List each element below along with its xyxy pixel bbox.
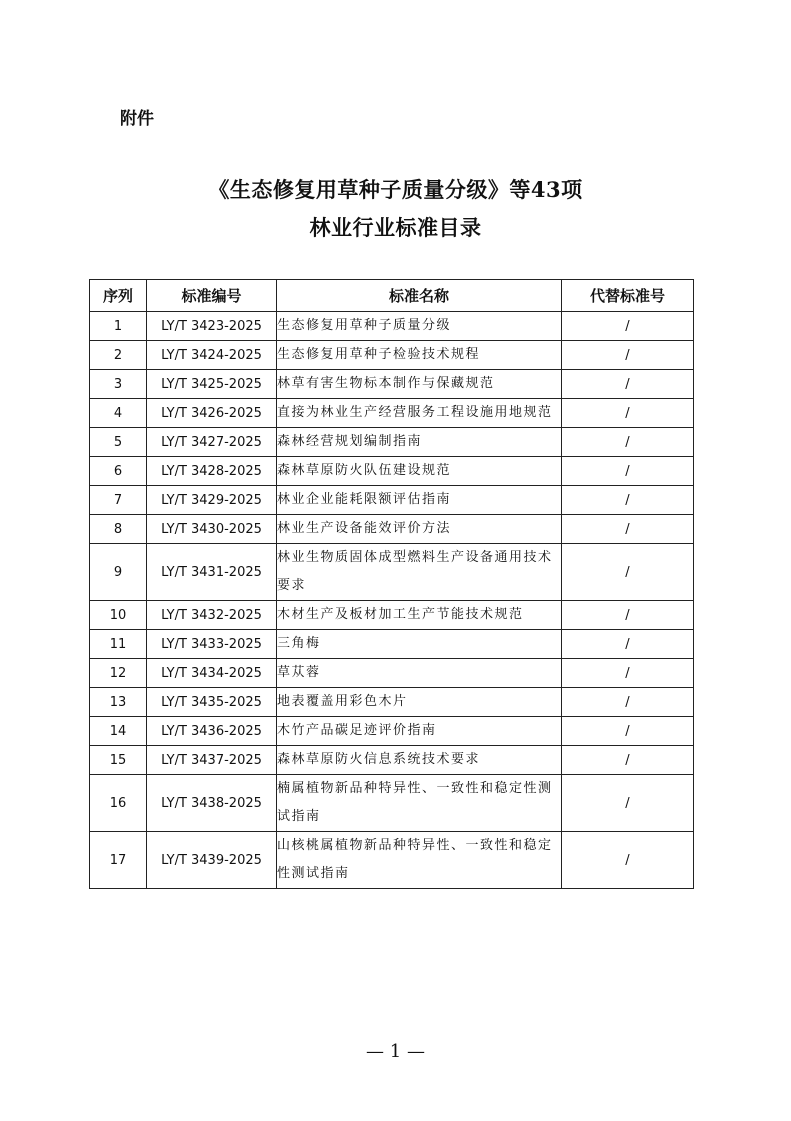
row-code: LY/T 3428-2025 [147, 457, 277, 486]
row-replaces: / [562, 659, 694, 688]
row-name: 草苁蓉 [277, 659, 562, 688]
table-row [90, 775, 694, 832]
table-row [90, 746, 694, 775]
table-row [90, 341, 694, 370]
row-replaces: / [562, 312, 694, 341]
row-serial: 9 [90, 544, 147, 601]
row-serial: 8 [90, 515, 147, 544]
row-code: LY/T 3423-2025 [147, 312, 277, 341]
row-code: LY/T 3439-2025 [147, 832, 277, 889]
row-serial: 16 [90, 775, 147, 832]
table-row [90, 486, 694, 515]
row-serial: 13 [90, 688, 147, 717]
attachment-label: 附件 [120, 109, 154, 129]
table-row [90, 717, 694, 746]
header-replaces: 代替标准号 [562, 280, 694, 312]
row-code: LY/T 3430-2025 [147, 515, 277, 544]
row-replaces: / [562, 630, 694, 659]
row-code: LY/T 3438-2025 [147, 775, 277, 832]
row-replaces: / [562, 832, 694, 889]
row-serial: 10 [90, 601, 147, 630]
row-name: 直接为林业生产经营服务工程设施用地规范 [277, 399, 562, 428]
row-name: 林业企业能耗限额评估指南 [277, 486, 562, 515]
standards-table [89, 279, 694, 889]
row-replaces: / [562, 544, 694, 601]
row-name: 生态修复用草种子质量分级 [277, 312, 562, 341]
row-code: LY/T 3435-2025 [147, 688, 277, 717]
row-replaces: / [562, 717, 694, 746]
row-name: 森林草原防火队伍建设规范 [277, 457, 562, 486]
row-replaces: / [562, 341, 694, 370]
row-serial: 3 [90, 370, 147, 399]
row-replaces: / [562, 688, 694, 717]
row-code: LY/T 3431-2025 [147, 544, 277, 601]
row-name: 地表覆盖用彩色木片 [277, 688, 562, 717]
row-code: LY/T 3434-2025 [147, 659, 277, 688]
table-row [90, 312, 694, 341]
header-standard-name: 标准名称 [277, 280, 562, 312]
row-serial: 5 [90, 428, 147, 457]
table-row [90, 601, 694, 630]
row-replaces: / [562, 515, 694, 544]
row-name: 林草有害生物标本制作与保藏规范 [277, 370, 562, 399]
row-replaces: / [562, 457, 694, 486]
row-code: LY/T 3427-2025 [147, 428, 277, 457]
row-name: 山核桃属植物新品种特异性、一致性和稳定性测试指南 [277, 832, 562, 889]
row-replaces: / [562, 428, 694, 457]
row-replaces: / [562, 370, 694, 399]
table-row [90, 659, 694, 688]
row-name: 三角梅 [277, 630, 562, 659]
document-title-line1: 《生态修复用草种子质量分级》等43项 [208, 177, 583, 202]
row-serial: 7 [90, 486, 147, 515]
table-row [90, 399, 694, 428]
row-name: 森林经营规划编制指南 [277, 428, 562, 457]
row-replaces: / [562, 746, 694, 775]
table-header-row [90, 280, 694, 312]
row-name: 林业生产设备能效评价方法 [277, 515, 562, 544]
row-code: LY/T 3425-2025 [147, 370, 277, 399]
row-code: LY/T 3424-2025 [147, 341, 277, 370]
row-code: LY/T 3433-2025 [147, 630, 277, 659]
row-name: 林业生物质固体成型燃料生产设备通用技术要求 [277, 544, 562, 601]
row-serial: 15 [90, 746, 147, 775]
row-serial: 14 [90, 717, 147, 746]
row-serial: 4 [90, 399, 147, 428]
row-name: 楠属植物新品种特异性、一致性和稳定性测试指南 [277, 775, 562, 832]
row-serial: 2 [90, 341, 147, 370]
row-code: LY/T 3429-2025 [147, 486, 277, 515]
row-replaces: / [562, 486, 694, 515]
page-number: — 1 — [366, 1041, 425, 1062]
row-code: LY/T 3432-2025 [147, 601, 277, 630]
table-row [90, 370, 694, 399]
table-row [90, 515, 694, 544]
row-serial: 17 [90, 832, 147, 889]
row-serial: 1 [90, 312, 147, 341]
row-code: LY/T 3437-2025 [147, 746, 277, 775]
table-row [90, 428, 694, 457]
row-name: 木材生产及板材加工生产节能技术规范 [277, 601, 562, 630]
table-row [90, 688, 694, 717]
row-serial: 6 [90, 457, 147, 486]
table-row [90, 832, 694, 889]
row-replaces: / [562, 775, 694, 832]
table-row [90, 630, 694, 659]
row-name: 生态修复用草种子检验技术规程 [277, 341, 562, 370]
header-standard-code: 标准编号 [147, 280, 277, 312]
row-replaces: / [562, 399, 694, 428]
row-code: LY/T 3426-2025 [147, 399, 277, 428]
document-title-line2: 林业行业标准目录 [309, 215, 482, 240]
header-serial: 序列 [90, 280, 147, 312]
row-serial: 11 [90, 630, 147, 659]
row-replaces: / [562, 601, 694, 630]
row-name: 森林草原防火信息系统技术要求 [277, 746, 562, 775]
row-serial: 12 [90, 659, 147, 688]
row-name: 木竹产品碳足迹评价指南 [277, 717, 562, 746]
table-row [90, 457, 694, 486]
row-code: LY/T 3436-2025 [147, 717, 277, 746]
table-row [90, 544, 694, 601]
